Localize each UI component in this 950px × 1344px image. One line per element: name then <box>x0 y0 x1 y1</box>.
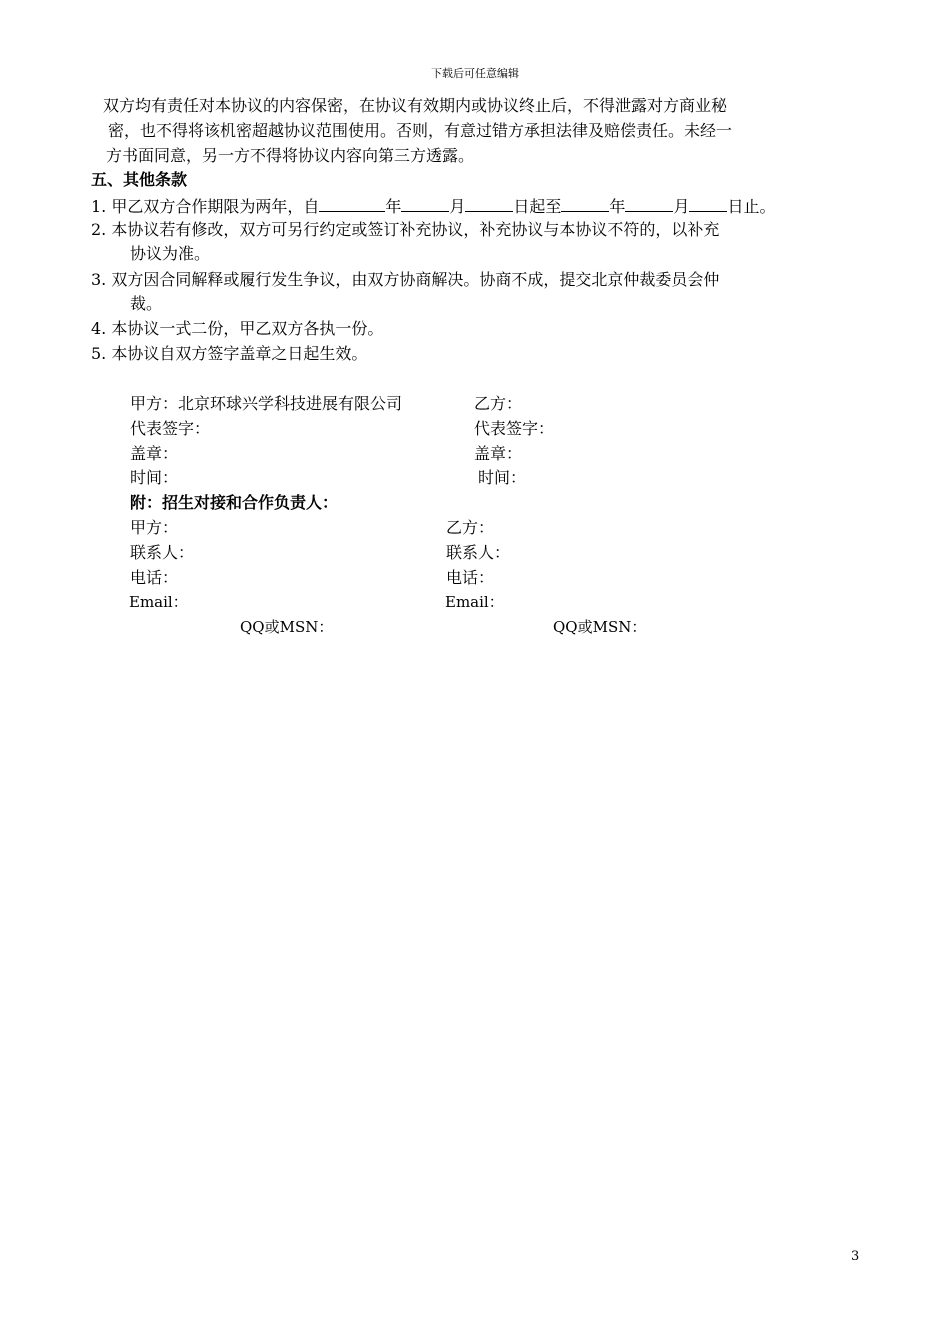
appendix-contact-b: 联系人： <box>446 543 511 562</box>
appendix-qq-b: QQ或MSN： <box>553 618 647 636</box>
day-label: 日起至 <box>513 197 562 216</box>
month-label: 月 <box>449 197 466 216</box>
blank-line <box>401 197 449 212</box>
confidentiality-line-1: 双方均有责任对本协议的内容保密，在协议有效期内或协议终止后，不得泄露对方商业秘 <box>103 96 728 115</box>
clause-text: 本协议若有修改，双方可另行约定或签订补充协议，补充协议与本协议不符的，以补充 <box>111 220 720 239</box>
clause-number: 2. <box>91 220 107 239</box>
clause-3-continued: 裁。 <box>130 294 163 313</box>
appendix-party-a: 甲方： <box>130 518 179 537</box>
clause-text: 本协议一式二份，甲乙双方各执一份。 <box>111 319 384 338</box>
clause-5 <box>91 346 367 362</box>
appendix-title: 附：招生对接和合作负责人： <box>130 493 339 512</box>
appendix-email-a: Email： <box>129 593 188 611</box>
appendix-phone-b: 电话： <box>446 568 495 587</box>
clause-number: 4. <box>91 319 107 338</box>
clause-number: 3. <box>91 270 107 289</box>
clause-text: 甲乙双方合作期限为两年，自 <box>111 197 320 216</box>
clause-1 <box>91 197 775 215</box>
blank-line <box>689 197 727 212</box>
party-a-time: 时间： <box>130 468 179 487</box>
confidentiality-line-2: 密，也不得将该机密超越协议范围使用。否则，有意过错方承担法律及赔偿责任。未经一 <box>108 121 733 140</box>
party-b-name: 乙方： <box>474 394 523 413</box>
confidentiality-line-3: 方书面同意，另一方不得将协议内容向第三方透露。 <box>106 146 475 165</box>
clause-3 <box>91 272 719 288</box>
day-label: 日止。 <box>727 197 776 216</box>
blank-line <box>319 197 385 212</box>
blank-line <box>465 197 513 212</box>
clause-text: 双方因合同解释或履行发生争议，由双方协商解决。协商不成，提交北京仲裁委员会仲 <box>111 270 720 289</box>
section-title: 五、其他条款 <box>91 170 188 189</box>
party-b-representative: 代表签字： <box>474 419 555 438</box>
page-number: 3 <box>851 1249 860 1264</box>
appendix-qq-a: QQ或MSN： <box>240 618 334 636</box>
party-b-time: 时间： <box>478 468 527 487</box>
appendix-phone-a: 电话： <box>130 568 179 587</box>
clause-text: 本协议自双方签字盖章之日起生效。 <box>111 344 368 363</box>
clause-number: 5. <box>91 344 107 363</box>
year-label: 年 <box>385 197 402 216</box>
blank-line <box>561 197 609 212</box>
clause-4 <box>91 321 383 337</box>
clause-number: 1. <box>91 197 107 216</box>
appendix-contact-a: 联系人： <box>130 543 195 562</box>
year-label: 年 <box>609 197 626 216</box>
blank-line <box>625 197 673 212</box>
month-label: 月 <box>673 197 690 216</box>
clause-2-continued: 协议为准。 <box>130 244 211 263</box>
appendix-party-b: 乙方： <box>446 518 495 537</box>
page-header-note: 下载后可任意编辑 <box>431 67 519 80</box>
party-a-representative: 代表签字： <box>130 419 211 438</box>
appendix-email-b: Email： <box>445 593 504 611</box>
clause-2 <box>91 222 719 238</box>
party-a-seal: 盖章： <box>130 444 179 463</box>
party-b-seal: 盖章： <box>474 444 523 463</box>
party-a-name: 甲方：北京环球兴学科技进展有限公司 <box>130 394 403 413</box>
